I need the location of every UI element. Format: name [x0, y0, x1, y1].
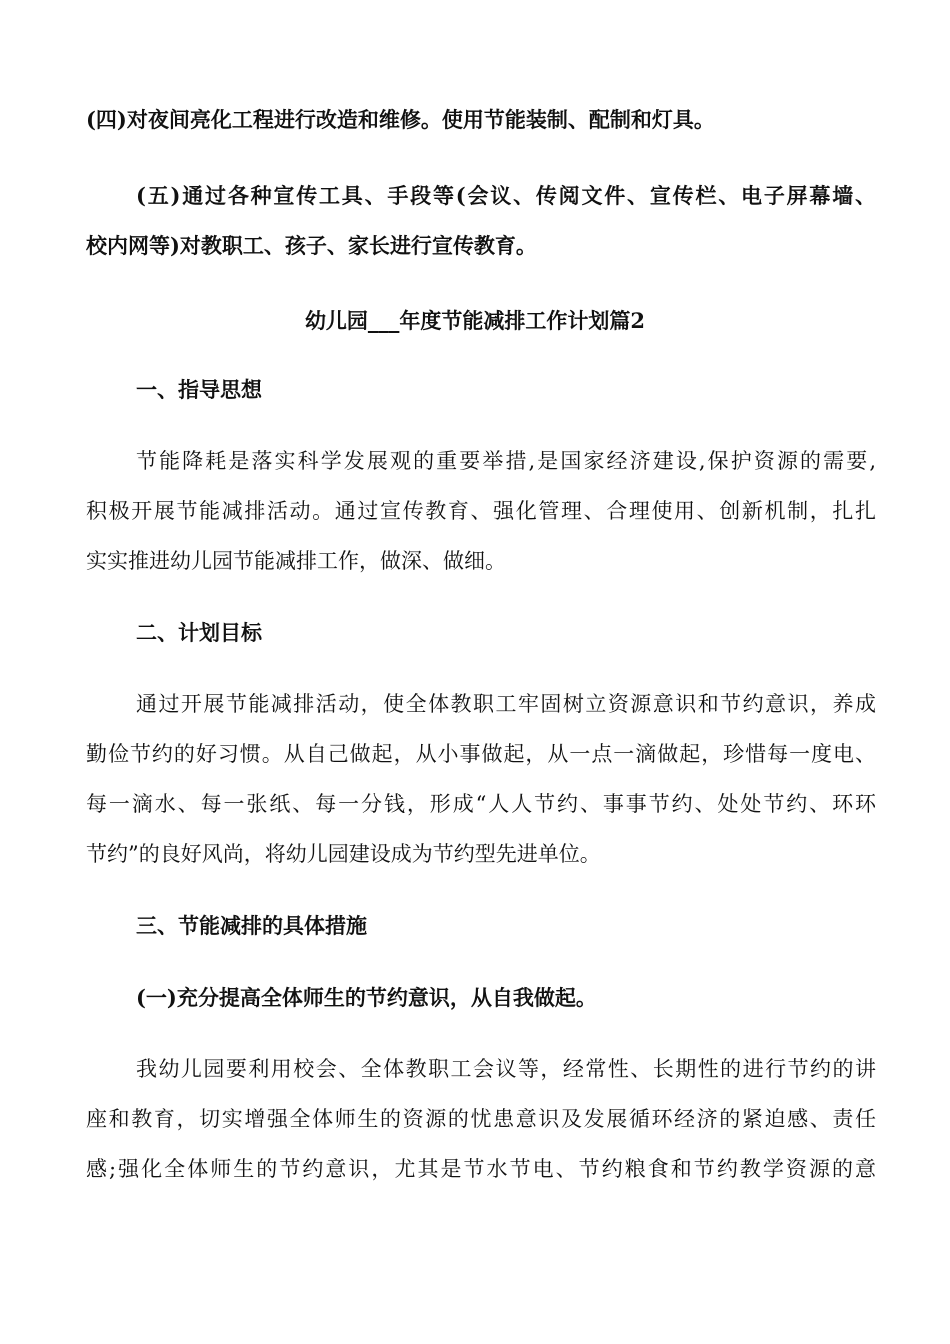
section-title: 幼儿园___年度节能减排工作计划篇2 [304, 308, 646, 333]
ideology-line-3: 实实推进幼儿园节能减排工作，做深、做细。 [86, 549, 506, 573]
ideology-line-1: 节能降耗是落实科学发展观的重要举措,是国家经济建设,保护资源的需要, [136, 449, 876, 473]
goals-line-1: 通过开展节能减排活动，使全体教职工牢固树立资源意识和节约意识，养成 [136, 692, 876, 716]
measure-1-line-1: 我幼儿园要利用校会、全体教职工会议等，经常性、长期性的进行节约的讲 [136, 1057, 876, 1081]
heading-guiding-ideology: 一、指导思想 [136, 377, 262, 402]
measure-1-heading: (一)充分提高全体师生的节约意识，从自我做起。 [136, 985, 597, 1010]
heading-measures: 三、节能减排的具体措施 [136, 913, 367, 938]
goals-line-2: 勤俭节约的好习惯。从自己做起，从小事做起，从一点一滴做起，珍惜每一度电、 [86, 742, 876, 766]
paragraph-5-line-2: 校内网等)对教职工、孩子、家长进行宣传教育。 [86, 233, 537, 258]
paragraph-5-line-1: (五)通过各种宣传工具、手段等(会议、传阅文件、宣传栏、电子屏幕墙、 [136, 183, 876, 208]
heading-plan-goals: 二、计划目标 [136, 620, 262, 645]
measure-1-line-2: 座和教育，切实增强全体师生的资源的忧患意识及发展循环经济的紧迫感、责任 [86, 1107, 876, 1131]
goals-line-3: 每一滴水、每一张纸、每一分钱，形成“人人节约、事事节约、处处节约、环环 [86, 792, 876, 816]
goals-line-4: 节约”的良好风尚，将幼儿园建设成为节约型先进单位。 [86, 842, 601, 866]
ideology-line-2: 积极开展节能减排活动。通过宣传教育、强化管理、合理使用、创新机制，扎扎 [86, 499, 876, 523]
paragraph-4-line: (四)对夜间亮化工程进行改造和维修。使用节能装制、配制和灯具。 [86, 107, 715, 132]
measure-1-line-3: 感;强化全体师生的节约意识，尤其是节水节电、节约粮食和节约教学资源的意 [86, 1157, 876, 1181]
